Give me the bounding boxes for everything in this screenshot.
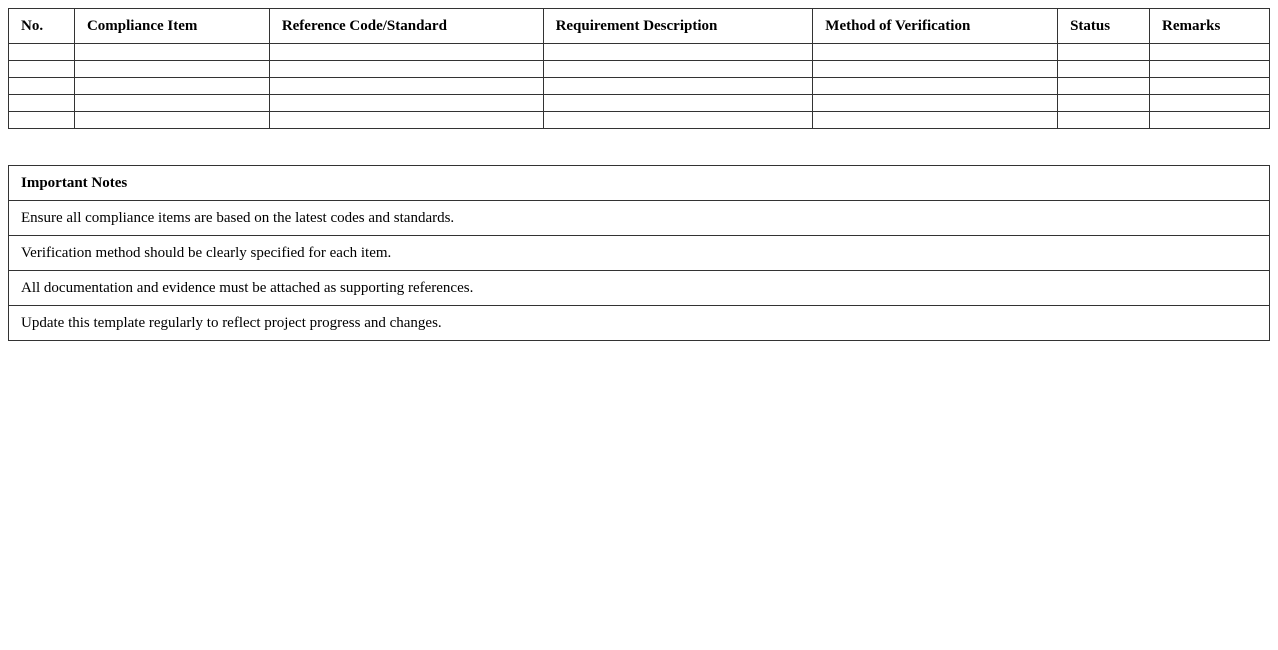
table-cell[interactable] — [9, 95, 75, 112]
table-cell[interactable] — [269, 61, 543, 78]
note-item: All documentation and evidence must be attached as supporting references. — [9, 271, 1270, 306]
table-cell[interactable] — [1150, 44, 1270, 61]
note-item: Update this template regularly to reflect project progress and changes. — [9, 306, 1270, 341]
table-cell[interactable] — [74, 44, 269, 61]
table-cell[interactable] — [74, 61, 269, 78]
header-remarks: Remarks — [1150, 9, 1270, 44]
header-row — [9, 9, 1270, 44]
header-method-of-verification: Method of Verification — [813, 9, 1058, 44]
table-row — [9, 95, 1270, 112]
table-cell[interactable] — [74, 78, 269, 95]
table-cell[interactable] — [9, 78, 75, 95]
note-item: Ensure all compliance items are based on the latest codes and standards. — [9, 201, 1270, 236]
table-cell[interactable] — [1058, 44, 1150, 61]
table-cell[interactable] — [543, 78, 813, 95]
header-reference-code: Reference Code/Standard — [269, 9, 543, 44]
table-cell[interactable] — [1058, 112, 1150, 129]
table-row — [9, 44, 1270, 61]
table-row — [9, 61, 1270, 78]
table-cell[interactable] — [543, 44, 813, 61]
table-row — [9, 112, 1270, 129]
header-requirement-description: Requirement Description — [543, 9, 813, 44]
table-cell[interactable] — [269, 95, 543, 112]
table-cell[interactable] — [543, 112, 813, 129]
table-cell[interactable] — [543, 95, 813, 112]
table-cell[interactable] — [1058, 78, 1150, 95]
table-cell[interactable] — [1150, 95, 1270, 112]
table-cell[interactable] — [813, 78, 1058, 95]
table-cell[interactable] — [813, 95, 1058, 112]
table-cell[interactable] — [1150, 78, 1270, 95]
table-cell[interactable] — [74, 95, 269, 112]
table-cell[interactable] — [1058, 95, 1150, 112]
table-cell[interactable] — [269, 112, 543, 129]
table-cell[interactable] — [269, 78, 543, 95]
header-status: Status — [1058, 9, 1150, 44]
table-cell[interactable] — [74, 112, 269, 129]
compliance-table — [8, 8, 1270, 129]
table-cell[interactable] — [813, 44, 1058, 61]
table-cell[interactable] — [9, 112, 75, 129]
note-item: Verification method should be clearly specified for each item. — [9, 236, 1270, 271]
notes-title: Important Notes — [9, 166, 1270, 201]
table-cell[interactable] — [543, 61, 813, 78]
table-cell[interactable] — [9, 61, 75, 78]
notes-table — [8, 165, 1270, 341]
table-cell[interactable] — [269, 44, 543, 61]
table-cell[interactable] — [813, 61, 1058, 78]
table-cell[interactable] — [1150, 112, 1270, 129]
table-cell[interactable] — [813, 112, 1058, 129]
header-no: No. — [9, 9, 75, 44]
table-cell[interactable] — [1150, 61, 1270, 78]
table-cell[interactable] — [1058, 61, 1150, 78]
table-row — [9, 78, 1270, 95]
header-compliance-item: Compliance Item — [74, 9, 269, 44]
table-cell[interactable] — [9, 44, 75, 61]
